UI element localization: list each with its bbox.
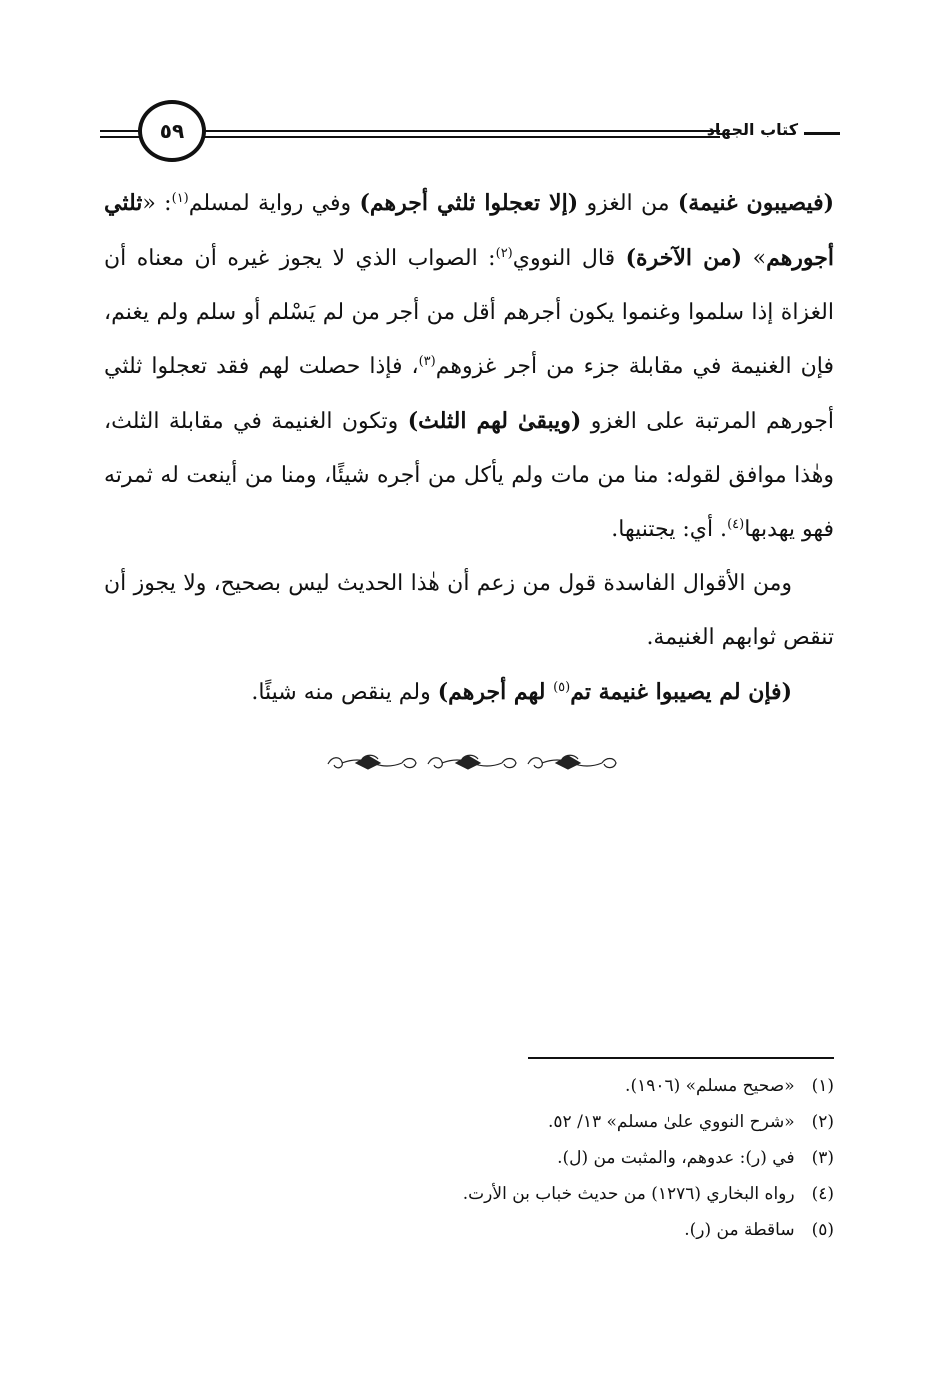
hadith-quote: (من الآخرة): [625, 245, 743, 271]
page-number-circle: [138, 100, 206, 162]
footnote-number: (٣): [811, 1148, 834, 1168]
footnote-ref: (٢): [495, 246, 513, 261]
page-header: [100, 96, 840, 176]
hadith-quote: (فيصيبون غنيمة): [677, 190, 835, 216]
paragraph-3: (فإن لم يصيبوا غنيمة تم$^{(٥)}$ لهم أجرهم) ولم ينقص منه شيئًا.: [251, 679, 792, 705]
footnote-number: (٥): [811, 1220, 834, 1240]
footnote-text: في (ر): عدوهم، والمثبت من (ل).: [557, 1148, 795, 1168]
footnote-text: رواه البخاري (١٢٧٦) من حديث خباب بن الأرت.: [462, 1184, 795, 1204]
hadith-quote: (فإن لم يصيبوا غنيمة تم: [570, 679, 792, 705]
page-number: ٥٩: [159, 119, 185, 143]
footnote-2: [274, 1104, 834, 1140]
footnote-ref: (٥): [553, 680, 571, 695]
footnote-1: [274, 1068, 834, 1104]
paragraph-1: (فيصيبون غنيمة) من الغزو (إلا تعجلوا ثلثي أجرهم) وفي رواية لمسلم$^{(١)}$: «ثلثي أجورهم» (من الآخرة) قال النووي$^{(٢)}$: الصواب الذي لا يجوز غيره أن معناه أن الغزاة إذا سلموا وغنموا يكون أجرهم أقل من أجر من لم يَسْلم أو سلم ولم يغنم، فإن الغنيمة في مقابلة جزء من أجر غزوهم$^{(٣)}$، فإذا حصلت لهم فقد تعجلوا ثلثي أجورهم المرتبة على الغزو (ويبقىٰ لهم الثلث) وتكون الغنيمة في مقابلة الثلث، وهٰذا موافق لقوله: منا من مات ولم يأكل من أجره شيئًا، ومنا من أينعت له ثمرته فهو يهدبها$^{(٤)}$. أي: يجتنيها.: [104, 190, 835, 542]
footnote-4: [274, 1176, 834, 1212]
footnote-text: «صحيح مسلم» (١٩٠٦).: [625, 1076, 795, 1096]
footnote-text: «شرح النووي علىٰ مسلم» ١٣/ ٥٢.: [548, 1112, 795, 1132]
footnote-ref: (١): [171, 191, 189, 206]
floral-divider-icon: [322, 750, 622, 776]
header-dash: [804, 132, 840, 135]
footnote-number: (٤): [811, 1184, 834, 1204]
footnote-number: (١): [811, 1076, 834, 1096]
footnote-text: ساقطة من (ر).: [684, 1220, 795, 1240]
hadith-quote: لهم أجرهم): [437, 679, 554, 705]
hadith-quote: (إلا تعجلوا ثلثي أجرهم): [359, 190, 579, 216]
footnote-3: [274, 1140, 834, 1176]
footnotes: [274, 1068, 834, 1248]
footnote-number: (٢): [811, 1112, 834, 1132]
footnote-ref: (٣): [418, 354, 436, 369]
paragraph-2: ومن الأقوال الفاسدة قول من زعم أن هٰذا الحديث ليس بصحيح، ولا يجوز أن تنقص ثوابهم الغنيمة.: [104, 571, 834, 650]
footnote-separator: [528, 1057, 834, 1059]
hadith-quote: ثلثي أجورهم: [104, 190, 835, 271]
footnote-5: [274, 1212, 834, 1248]
book-title: كتاب الجهاد: [706, 120, 798, 139]
footnote-ref: (٤): [727, 517, 745, 532]
hadith-quote: (ويبقىٰ لهم الثلث): [407, 408, 582, 434]
main-text: [104, 176, 834, 720]
